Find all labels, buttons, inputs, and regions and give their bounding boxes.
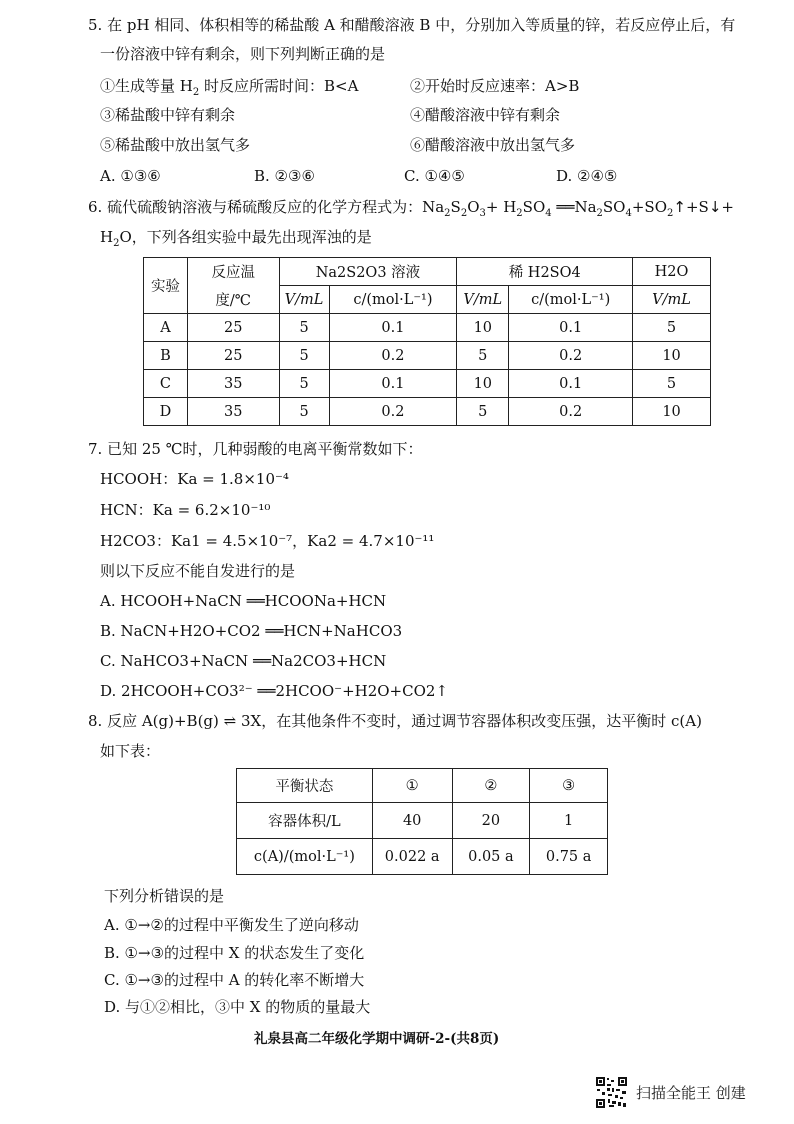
q8-equilibrium-table bbox=[236, 768, 608, 875]
q7-k-hcooh: HCOOH：Ka = 1.8×10⁻⁴ bbox=[100, 470, 289, 488]
table-row bbox=[237, 839, 608, 875]
q5-stem-line2: 一份溶液中锌有剩余，则下列判断正确的是 bbox=[100, 45, 386, 63]
q7-stem: 7. 已知 25 ℃时，几种弱酸的电离平衡常数如下： bbox=[88, 440, 423, 458]
table-cell: 10 bbox=[457, 370, 509, 398]
table-cell: B bbox=[144, 342, 188, 370]
q7-choice-d: D. 2HCOOH+CO3²⁻ ══2HCOO⁻+H2O+CO2↑ bbox=[100, 682, 449, 700]
table-cell: 40 bbox=[372, 803, 452, 839]
q6-header-c1: c/(mol·L⁻¹) bbox=[329, 286, 457, 314]
table-row bbox=[144, 314, 711, 342]
table-cell: 5 bbox=[279, 314, 329, 342]
q8-stem-line2: 如下表： bbox=[100, 742, 161, 760]
table-cell: 0.022 a bbox=[372, 839, 452, 875]
q8-choice-b: B. ①→③的过程中 X 的状态发生了变化 bbox=[104, 944, 365, 962]
q8-choice-a: A. ①→②的过程中平衡发生了逆向移动 bbox=[104, 916, 359, 934]
q7-k-h2co3: H2CO3：Ka1 = 4.5×10⁻⁷，Ka2 = 4.7×10⁻¹¹ bbox=[100, 532, 435, 550]
table-row bbox=[144, 398, 711, 426]
q6-header-temp-2: 度/℃ bbox=[187, 286, 279, 314]
table-cell: 5 bbox=[457, 342, 509, 370]
table-cell: 0.2 bbox=[329, 398, 457, 426]
table-cell: 5 bbox=[633, 314, 711, 342]
q5-choice-d: D. ②④⑤ bbox=[556, 167, 618, 185]
table-cell: 容器体积/L bbox=[237, 803, 373, 839]
table-cell: ① bbox=[372, 769, 452, 803]
table-row bbox=[144, 342, 711, 370]
table-cell: ③ bbox=[530, 769, 608, 803]
q8-stem-line1: 8. 反应 A(g)+B(g) ⇌ 3X，在其他条件不变时，通过调节容器体积改变压强，达平衡时 c(A) bbox=[88, 712, 702, 730]
q6-header-water: H2O bbox=[633, 258, 711, 286]
q8-choice-c: C. ①→③的过程中 A 的转化率不断增大 bbox=[104, 971, 365, 989]
q7-question: 则以下反应不能自发进行的是 bbox=[100, 562, 296, 580]
page-footer: 礼泉县高二年级化学期中调研-2-(共8页) bbox=[254, 1031, 500, 1047]
q6-experiment-table bbox=[143, 257, 711, 426]
q6-header-temp-1: 反应温 bbox=[187, 258, 279, 286]
table-cell: 0.2 bbox=[509, 398, 633, 426]
q7-choice-c: C. NaHCO3+NaCN ══Na2CO3+HCN bbox=[100, 652, 387, 670]
q6-header-na2s2o3: Na2S2O3 溶液 bbox=[279, 258, 457, 286]
table-cell: 5 bbox=[279, 342, 329, 370]
table-cell: 0.1 bbox=[329, 314, 457, 342]
q5-stem-line1: 5. 在 pH 相同、体积相等的稀盐酸 A 和醋酸溶液 B 中，分别加入等质量的锌，若反应停止后，有 bbox=[88, 16, 736, 34]
table-cell: 20 bbox=[452, 803, 530, 839]
table-cell: 5 bbox=[633, 370, 711, 398]
table-cell: 25 bbox=[187, 342, 279, 370]
table-cell: C bbox=[144, 370, 188, 398]
q6-header-v3: V/mL bbox=[633, 286, 711, 314]
table-cell: 0.2 bbox=[509, 342, 633, 370]
table-cell: 10 bbox=[457, 314, 509, 342]
table-cell: c(A)/(mol·L⁻¹) bbox=[237, 839, 373, 875]
table-cell: 0.75 a bbox=[530, 839, 608, 875]
q6-header-v1: V/mL bbox=[279, 286, 329, 314]
q5-option-2: ②开始时反应速率：A>B bbox=[410, 77, 580, 95]
table-cell: 5 bbox=[457, 398, 509, 426]
q5-option-5: ⑤稀盐酸中放出氢气多 bbox=[100, 136, 251, 154]
q6-stem-line2: $H_2O$，下列各组实验中最先出现浑浊的是 bbox=[100, 228, 372, 249]
table-cell: 0.1 bbox=[329, 370, 457, 398]
q5-choice-b: B. ②③⑥ bbox=[254, 167, 315, 185]
table-row bbox=[237, 769, 608, 803]
table-cell: 10 bbox=[633, 342, 711, 370]
q7-choice-a: A. HCOOH+NaCN ══HCOONa+HCN bbox=[100, 592, 387, 610]
table-cell: 0.1 bbox=[509, 314, 633, 342]
q7-choice-b: B. NaCN+H2O+CO2 ══HCN+NaHCO3 bbox=[100, 622, 403, 640]
q5-option-1: ①生成等量 $H_2$ 时反应所需时间：B<A bbox=[100, 77, 359, 98]
q5-choice-c: C. ①④⑤ bbox=[404, 167, 465, 185]
q5-option-3: ③稀盐酸中锌有剩余 bbox=[100, 106, 236, 124]
q6-header-h2so4: 稀 H2SO4 bbox=[457, 258, 633, 286]
table-cell: 0.1 bbox=[509, 370, 633, 398]
table-cell: 5 bbox=[279, 370, 329, 398]
qr-code-icon bbox=[595, 1076, 628, 1109]
table-row bbox=[144, 370, 711, 398]
q7-k-hcn: HCN：Ka = 6.2×10⁻¹⁰ bbox=[100, 501, 271, 519]
table-cell: 35 bbox=[187, 398, 279, 426]
table-cell: D bbox=[144, 398, 188, 426]
table-cell: A bbox=[144, 314, 188, 342]
table-cell: ② bbox=[452, 769, 530, 803]
table-cell: 10 bbox=[633, 398, 711, 426]
scanner-watermark: 扫描全能王 创建 bbox=[636, 1084, 746, 1102]
q5-option-4: ④醋酸溶液中锌有剩余 bbox=[410, 106, 561, 124]
q6-header-c2: c/(mol·L⁻¹) bbox=[509, 286, 633, 314]
table-cell: 平衡状态 bbox=[237, 769, 373, 803]
q6-header-experiment: 实验 bbox=[144, 258, 188, 314]
table-cell: 0.05 a bbox=[452, 839, 530, 875]
q6-header-v2: V/mL bbox=[457, 286, 509, 314]
q5-choice-a: A. ①③⑥ bbox=[100, 167, 161, 185]
table-cell: 1 bbox=[530, 803, 608, 839]
table-cell: 0.2 bbox=[329, 342, 457, 370]
q8-choice-d: D. 与①②相比，③中 X 的物质的量最大 bbox=[104, 998, 371, 1016]
table-cell: 25 bbox=[187, 314, 279, 342]
table-cell: 35 bbox=[187, 370, 279, 398]
q6-stem-line1: 6. 硫代硫酸钠溶液与稀硫酸反应的化学方程式为：$Na_2S_2O_3+ H_2SO_4$ $══Na_2SO_4+SO_2↑+S↓+$ bbox=[88, 198, 734, 219]
table-cell: 5 bbox=[279, 398, 329, 426]
q8-question: 下列分析错误的是 bbox=[104, 887, 225, 905]
table-row bbox=[237, 803, 608, 839]
q5-option-6: ⑥醋酸溶液中放出氢气多 bbox=[410, 136, 576, 154]
